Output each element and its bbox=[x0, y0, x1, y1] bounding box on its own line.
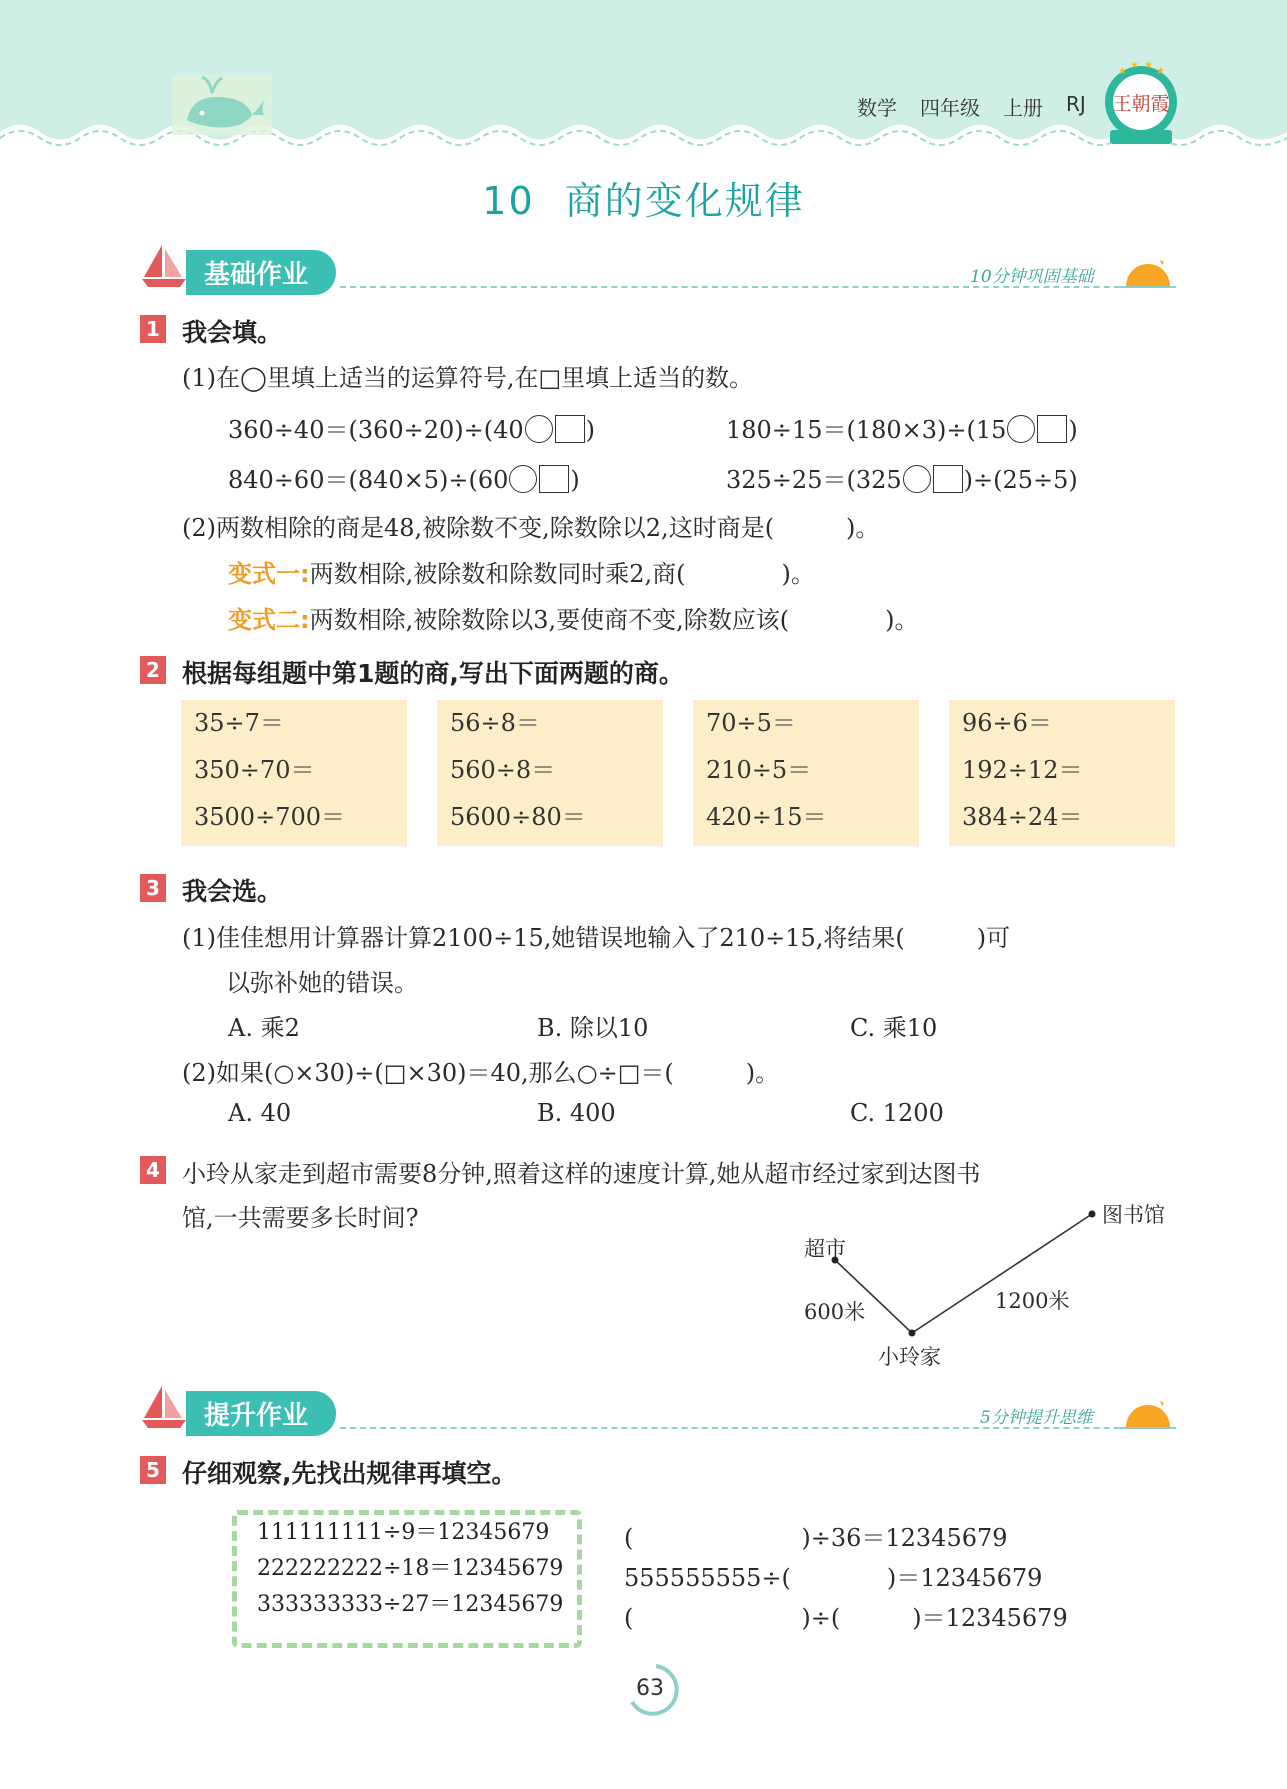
subject-label: 数学 bbox=[857, 96, 897, 120]
question-number-2: 2 bbox=[140, 656, 166, 684]
sun-icon bbox=[1120, 256, 1176, 290]
section-advanced-note: 5分钟提升思维 bbox=[980, 1408, 1093, 1428]
question-number-5: 5 bbox=[140, 1456, 166, 1484]
question-number-4: 4 bbox=[140, 1156, 166, 1184]
edition-label: RJ bbox=[1066, 92, 1086, 116]
label-supermarket: 超市 bbox=[804, 1237, 846, 1261]
label-distance-1200: 1200米 bbox=[995, 1289, 1070, 1313]
question-5-title: 仔细观察,先找出规律再填空。 bbox=[182, 1459, 517, 1488]
division-item: 384÷24＝ bbox=[962, 803, 1083, 831]
section-advanced-label: 提升作业 bbox=[186, 1391, 336, 1436]
division-item: 56÷8＝ bbox=[450, 709, 540, 737]
division-group-2 bbox=[437, 700, 663, 846]
lesson-number: 10 bbox=[482, 179, 535, 223]
question-number-3: 3 bbox=[140, 874, 166, 902]
fill-line-2[interactable]: 555555555÷( )＝12345679 bbox=[624, 1564, 1043, 1592]
variant-2-label: 变式二: bbox=[228, 606, 310, 634]
pattern-box bbox=[232, 1510, 582, 1648]
operator-blank[interactable] bbox=[509, 465, 537, 493]
volume-label: 上册 bbox=[1003, 96, 1043, 120]
number-blank[interactable] bbox=[539, 465, 569, 493]
q3-part2-option-b[interactable]: B. 400 bbox=[537, 1099, 616, 1127]
svg-text:★: ★ bbox=[1156, 66, 1165, 77]
variant-2-text: 两数相除,被除数除以3,要使商不变,除数应该( )。 bbox=[309, 606, 919, 634]
q1-eq3-right: ) bbox=[570, 466, 580, 494]
q1-equation-1 bbox=[228, 410, 595, 445]
division-item: 420÷15＝ bbox=[706, 803, 827, 831]
division-item: 5600÷80＝ bbox=[450, 803, 586, 831]
question-number-1: 1 bbox=[140, 315, 166, 343]
q1-part2: (2)两数相除的商是48,被除数不变,除数除以2,这时商是( )。 bbox=[182, 514, 880, 542]
label-library: 图书馆 bbox=[1102, 1203, 1165, 1227]
operator-blank[interactable] bbox=[1007, 415, 1035, 443]
q3-part1-option-b[interactable]: B. 除以10 bbox=[537, 1014, 649, 1042]
q1-equation-3 bbox=[228, 460, 580, 495]
q3-part2: (2)如果(○×30)÷(□×30)＝40,那么○÷□＝( )。 bbox=[182, 1059, 780, 1087]
q1-equation-4 bbox=[726, 460, 1078, 495]
home-point bbox=[909, 1330, 916, 1337]
lesson-name: 商的变化规律 bbox=[564, 179, 805, 223]
variant-1-label: 变式一: bbox=[228, 560, 310, 588]
sun-icon bbox=[1120, 1397, 1176, 1431]
q1-variant-2 bbox=[228, 600, 919, 635]
svg-text:★: ★ bbox=[1130, 60, 1139, 71]
question-1-title: 我会填。 bbox=[182, 318, 283, 347]
publisher-badge-logo bbox=[1100, 60, 1182, 148]
q4-text-line2: 馆,一共需要多长时间? bbox=[182, 1204, 419, 1232]
q1-variant-1 bbox=[228, 554, 815, 589]
number-blank[interactable] bbox=[555, 415, 585, 443]
page-number: 63 bbox=[636, 1676, 664, 1701]
q1-eq2-left: 180÷15＝(180×3)÷(15 bbox=[726, 416, 1007, 444]
question-2-title: 根据每组题中第1题的商,写出下面两题的商。 bbox=[182, 659, 684, 688]
operator-blank[interactable] bbox=[903, 465, 931, 493]
q1-part1-instruction: (1)在◯里填上适当的运算符号,在□里填上适当的数。 bbox=[182, 364, 754, 392]
fill-line-3[interactable]: ( )÷( )＝12345679 bbox=[624, 1604, 1068, 1632]
q1-eq1-right: ) bbox=[585, 416, 596, 444]
division-item: 3500÷700＝ bbox=[194, 803, 345, 831]
division-item: 96÷6＝ bbox=[962, 709, 1052, 737]
lesson-title bbox=[0, 170, 1287, 225]
q1-eq3-left: 840÷60＝(840×5)÷(60 bbox=[228, 466, 509, 494]
grade-label: 四年级 bbox=[920, 96, 980, 120]
fill-line-1[interactable]: ( )÷36＝12345679 bbox=[624, 1524, 1008, 1552]
number-blank[interactable] bbox=[1037, 415, 1067, 443]
division-item: 70÷5＝ bbox=[706, 709, 796, 737]
division-group-4 bbox=[949, 700, 1175, 846]
pattern-line: 222222222÷18＝12345679 bbox=[257, 1556, 564, 1581]
route-line-home-library bbox=[912, 1214, 1092, 1333]
q3-part1-option-c[interactable]: C. 乘10 bbox=[850, 1014, 938, 1042]
q3-part1-line2: 以弥补她的错误。 bbox=[226, 969, 418, 997]
library-point bbox=[1089, 1211, 1096, 1218]
division-item: 350÷70＝ bbox=[194, 756, 315, 784]
svg-text:★: ★ bbox=[1144, 60, 1153, 71]
pattern-line: 111111111÷9＝12345679 bbox=[257, 1520, 550, 1545]
q1-eq4-left: 325÷25＝(325 bbox=[726, 466, 902, 494]
sailboat-icon bbox=[140, 1384, 188, 1430]
division-group-1 bbox=[181, 700, 407, 846]
question-3-title: 我会选。 bbox=[182, 877, 283, 906]
q3-part2-option-a[interactable]: A. 40 bbox=[228, 1099, 292, 1127]
q1-eq2-right: ) bbox=[1068, 416, 1078, 444]
section-basic-label: 基础作业 bbox=[186, 250, 336, 295]
section-basic-note: 10分钟巩固基础 bbox=[970, 267, 1094, 287]
q1-equation-2 bbox=[726, 410, 1078, 445]
q3-part1-line1: (1)佳佳想用计算器计算2100÷15,她错误地输入了210÷15,将结果( )可 bbox=[182, 924, 1011, 952]
q1-eq4-right: )÷(25÷5) bbox=[963, 466, 1078, 494]
svg-text:★: ★ bbox=[1118, 66, 1127, 77]
pattern-line: 333333333÷27＝12345679 bbox=[257, 1592, 564, 1617]
svg-text:王朝霞: 王朝霞 bbox=[1112, 93, 1170, 115]
division-item: 35÷7＝ bbox=[194, 709, 284, 737]
label-home: 小玲家 bbox=[878, 1345, 941, 1369]
q1-eq1-left: 360÷40＝(360÷20)÷(40 bbox=[228, 416, 524, 444]
division-group-3 bbox=[693, 700, 919, 846]
sailboat-icon bbox=[140, 243, 188, 289]
division-item: 560÷8＝ bbox=[450, 756, 556, 784]
division-item: 210÷5＝ bbox=[706, 756, 812, 784]
division-item: 192÷12＝ bbox=[962, 756, 1083, 784]
q3-part1-option-a[interactable]: A. 乘2 bbox=[228, 1014, 300, 1042]
number-blank[interactable] bbox=[933, 465, 963, 493]
q4-text-line1: 小玲从家走到超市需要8分钟,照着这样的速度计算,她从超市经过家到达图书 bbox=[182, 1160, 981, 1188]
label-distance-600: 600米 bbox=[804, 1300, 866, 1324]
whale-icon bbox=[172, 75, 272, 135]
q3-part2-option-c[interactable]: C. 1200 bbox=[850, 1099, 944, 1127]
operator-blank[interactable] bbox=[525, 415, 553, 443]
variant-1-text: 两数相除,被除数和除数同时乘2,商( )。 bbox=[309, 560, 815, 588]
